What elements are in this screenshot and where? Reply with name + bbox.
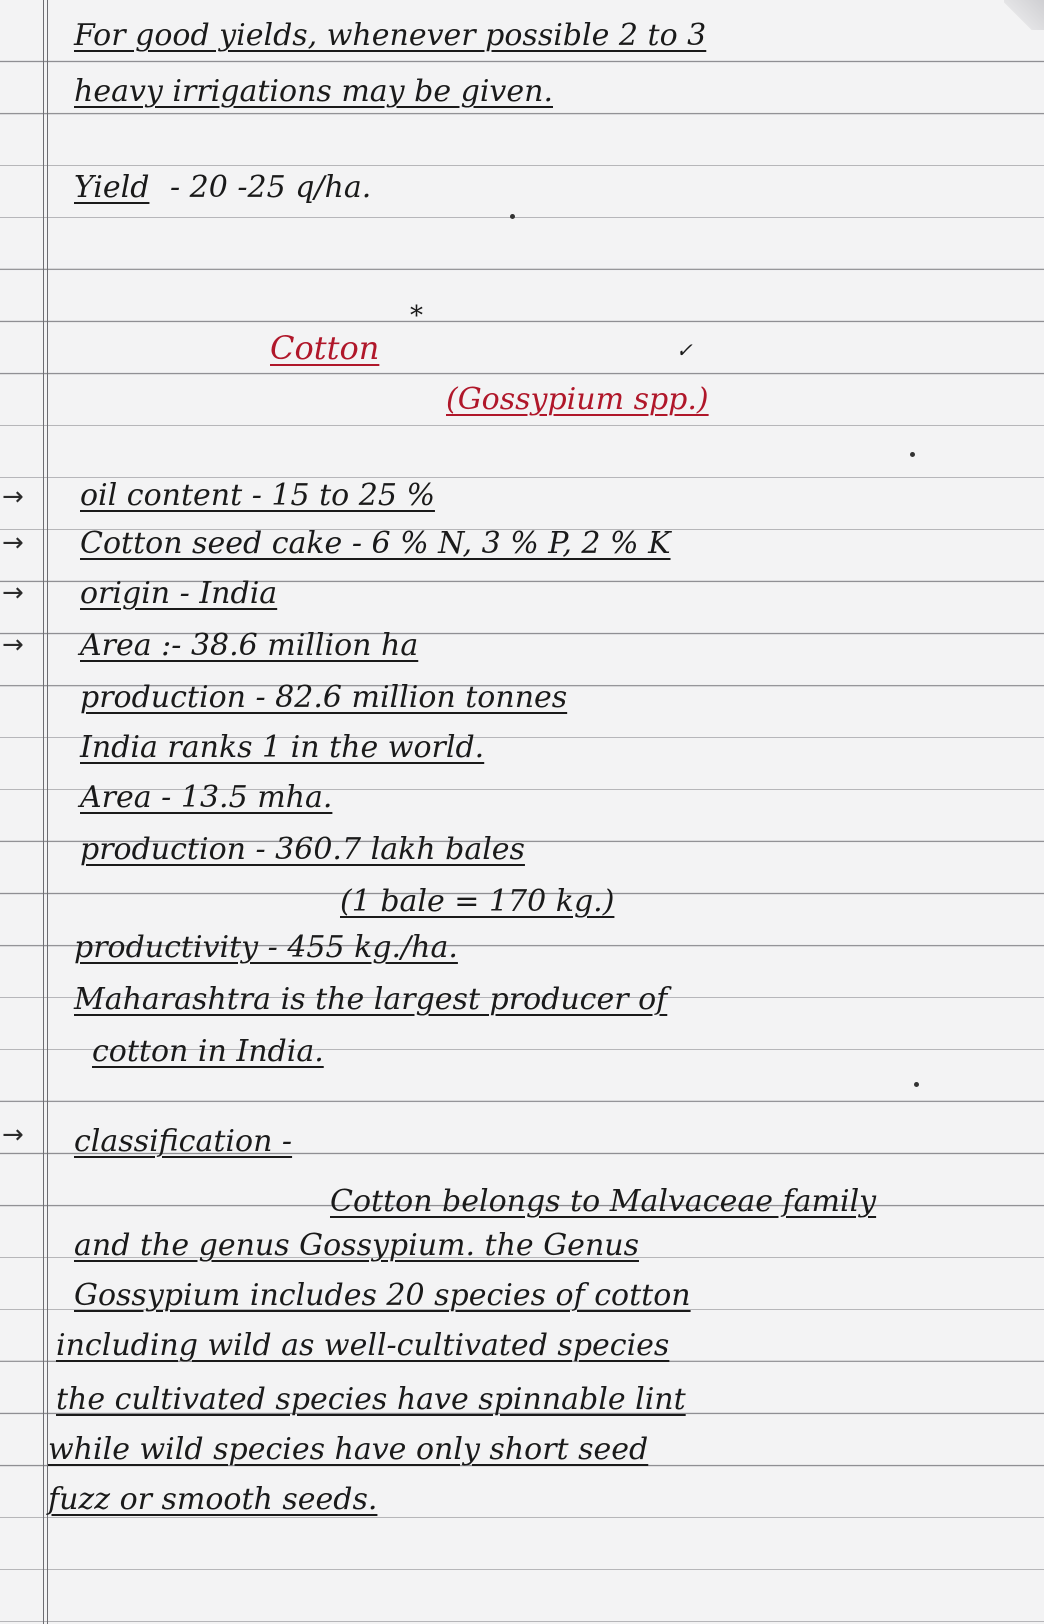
arrow-marker: → (2, 482, 24, 512)
irrigation-line-2: heavy irrigations may be given. (74, 74, 553, 109)
ink-dot (910, 452, 915, 457)
page-title: Cotton (270, 329, 380, 367)
page-subtitle: (Gossypium spp.) (446, 382, 709, 417)
classification-line: and the genus Gossypium. the Genus (74, 1228, 639, 1263)
classification-line: including wild as well-cultivated species (56, 1328, 670, 1363)
classification-line: the cultivated species have spinnable lint (56, 1382, 686, 1417)
classification-line: Cotton belongs to Malvaceae family (330, 1184, 877, 1219)
tick-mark: ✓ (676, 338, 693, 362)
classification-line: Gossypium includes 20 species of cotton (74, 1278, 691, 1313)
yield-label: Yield (74, 170, 150, 205)
ink-dot (914, 1082, 919, 1087)
asterisk-mark: * (410, 301, 423, 331)
page-curl (1004, 0, 1044, 30)
arrow-marker: → (2, 1120, 24, 1150)
yield-value: - 20 -25 q/ha. (170, 170, 372, 205)
world-production: production - 82.6 million tonnes (80, 680, 568, 715)
seed-cake: Cotton seed cake - 6 % N, 3 % P, 2 % K (80, 526, 671, 561)
india-rank: India ranks 1 in the world. (80, 730, 485, 765)
productivity: productivity - 455 kg./ha. (74, 930, 458, 965)
india-production: production - 360.7 lakh bales (80, 832, 525, 867)
world-area: Area :- 38.6 million ha (80, 628, 419, 663)
arrow-marker: → (2, 578, 24, 608)
maharashtra-line-2: cotton in India. (92, 1034, 324, 1069)
bale-note: (1 bale = 170 kg.) (340, 884, 615, 919)
oil-content: oil content - 15 to 25 % (80, 478, 435, 513)
irrigation-line-1: For good yields, whenever possible 2 to 3 (74, 18, 707, 53)
arrow-marker: → (2, 630, 24, 660)
classification-heading: classification - (74, 1124, 293, 1159)
arrow-marker: → (2, 528, 24, 558)
ink-dot (510, 214, 515, 219)
classification-line: while wild species have only short seed (48, 1432, 649, 1467)
india-area: Area - 13.5 mha. (80, 780, 333, 815)
origin: origin - India (80, 576, 278, 611)
classification-line: fuzz or smooth seeds. (48, 1482, 378, 1517)
margin-line (43, 0, 48, 1624)
maharashtra-line-1: Maharashtra is the largest producer of (74, 982, 668, 1017)
